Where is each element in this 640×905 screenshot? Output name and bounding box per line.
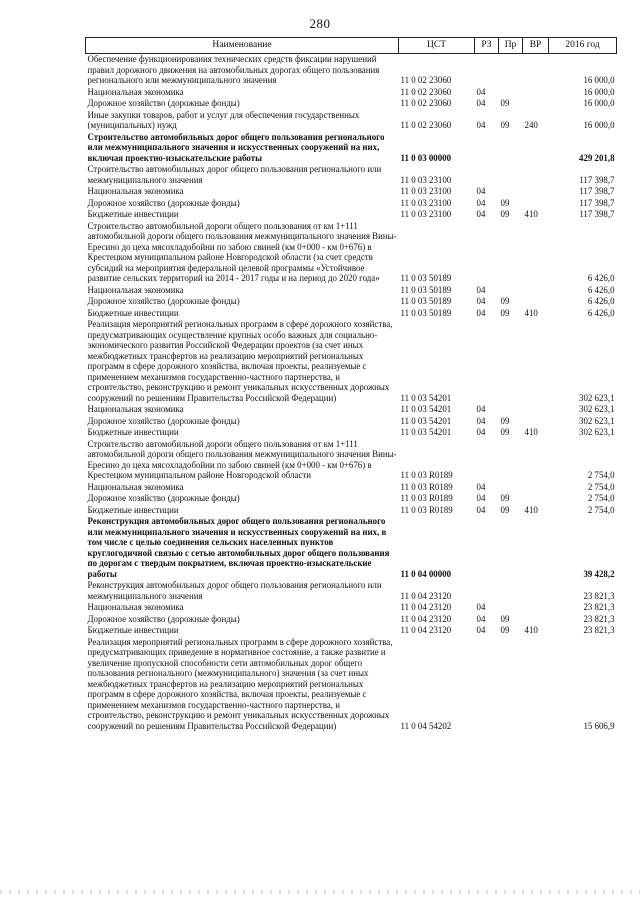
row-vr: [523, 98, 549, 110]
row-pr: [499, 602, 523, 614]
row-rz: 04: [476, 404, 486, 414]
row-pr: 09: [500, 197, 510, 208]
row-csr: 11 0 04 23120: [400, 613, 452, 624]
row-name: Национальная экономика: [87, 602, 184, 612]
row-pr: 09: [500, 613, 510, 624]
row-vr: [523, 637, 549, 733]
row-rz: 04: [476, 307, 486, 318]
row-csr: 11 0 03 R0189: [400, 493, 453, 503]
row-pr: 09: [500, 209, 510, 219]
row-pr: 09: [500, 98, 510, 108]
row-name: Реализация мероприятий региональных программ в сфере дорожного хозяйства, предусматривающих приведение в нормативное состояние, а также развитие и увеличение пропускной способности сети автомобильных дорог общего пользования регионального (межмуниципального) значения (за счет иных межбюджетных трансфертов на реализацию мероприятий региональных программ в сфере дорожного хозяйства, включая проекты, реализуемые с применением механизмов государственно-частного партнерства, и строительство, реконструкцию и ремонт уникальных искусственных дорожных сооружений по решениям Правительства Российской Федерации): [87, 636, 393, 731]
row-name: Дорожное хозяйство (дорожные фонды): [87, 98, 240, 108]
row-pr: [499, 580, 523, 602]
table-row: [86, 110, 617, 132]
row-amount: 302 623,1: [579, 415, 615, 426]
row-amount: 6 426,0: [587, 284, 615, 295]
header-amount: 2016 год: [549, 38, 617, 54]
row-amount: 16 000,0: [583, 75, 615, 85]
row-name: Реконструкция автомобильных дорог общего пользования регионального или межмуниципального значения: [87, 580, 382, 601]
scan-edge-noise: [0, 890, 640, 894]
row-vr: [523, 580, 549, 602]
row-vr: [523, 87, 549, 99]
row-name: Бюджетные инвестиции: [87, 427, 179, 437]
row-rz: [475, 580, 499, 602]
table-row: [86, 209, 617, 221]
row-name: Реконструкция автомобильных дорог общего пользования регионального или межмуниципального значения и искусственных сооружений на них, в том числе с целью соединения сельских населенных пунктов круглогодичной связью с сетью автомобильных дорог общего пользования по дорогам с твердым покрытием, включая проектно-изыскательские работы: [87, 516, 390, 579]
row-vr: 410: [524, 427, 538, 437]
row-name: Национальная экономика: [87, 481, 184, 492]
row-rz: 04: [476, 625, 486, 635]
row-vr: [523, 439, 549, 482]
row-amount: 23 821,3: [583, 602, 615, 612]
row-rz: [475, 132, 499, 165]
table-row: [86, 87, 617, 99]
row-amount: 16 000,0: [583, 98, 615, 108]
row-vr: 410: [524, 625, 538, 635]
row-csr: 11 0 03 50189: [400, 273, 452, 283]
row-vr: [523, 614, 549, 626]
row-pr: 09: [500, 625, 510, 635]
row-rz: 04: [476, 481, 486, 492]
row-amount: 117 398,7: [579, 197, 615, 208]
table-row: [86, 493, 617, 505]
row-amount: 16 000,0: [583, 86, 615, 97]
row-pr: [499, 285, 523, 297]
table-row: [86, 637, 617, 733]
table-row: [86, 54, 617, 87]
row-csr: 11 0 03 54201: [400, 404, 452, 414]
row-csr: 11 0 03 54201: [400, 415, 452, 426]
row-name: Национальная экономика: [87, 186, 184, 196]
row-vr: [523, 602, 549, 614]
row-name: Строительство автомобильной дороги общего пользования от км 1+111 автомобильной дороги общего пользования межмуниципального значения Вины-Ересино до цеха мясохладобойни по забою свиней (км 0+000 - км 0+676) в Крестецком муниципальном районе Новгородской области (за счет средств субсидий на мероприятия федеральной целевой программы «Устойчивое развитие сельских территорий на 2014 - 2017 годы и на период до 2020 года»: [87, 220, 397, 283]
row-csr: 11 0 03 50189: [400, 307, 452, 318]
row-amount: 2 754,0: [587, 470, 615, 480]
header-csr: ЦСТ: [399, 38, 475, 54]
row-name: Дорожное хозяйство (дорожные фонды): [87, 197, 240, 208]
row-rz: 04: [476, 296, 486, 306]
row-pr: [499, 164, 523, 186]
row-vr: [523, 416, 549, 428]
row-amount: 2 754,0: [587, 493, 615, 503]
row-csr: 11 0 03 50189: [400, 284, 452, 295]
row-rz: 04: [476, 493, 486, 503]
row-pr: [499, 186, 523, 198]
header-vr: ВР: [523, 38, 549, 54]
table-row: [86, 285, 617, 297]
row-amount: 15 606,9: [583, 720, 615, 731]
row-name: Бюджетные инвестиции: [87, 625, 179, 635]
row-name: Национальная экономика: [87, 284, 184, 295]
row-csr: 11 0 04 54202: [400, 720, 452, 731]
row-name: Национальная экономика: [87, 404, 184, 414]
row-pr: [499, 516, 523, 580]
page-number: 280: [309, 16, 331, 31]
row-rz: 04: [476, 197, 486, 208]
row-rz: [475, 516, 499, 580]
row-rz: [475, 221, 499, 285]
table-row: [86, 625, 617, 637]
row-name: Обеспечение функционирования технических средств фиксации нарушений правил дорожного движения на автомобильных дорогах общего пользования регионального или межмуниципального значения: [87, 54, 380, 85]
row-name: Дорожное хозяйство (дорожные фонды): [87, 493, 240, 503]
row-vr: 410: [524, 307, 538, 318]
table-header-row: [86, 38, 617, 54]
table-row: [86, 505, 617, 517]
table-row: [86, 319, 617, 404]
row-rz: 04: [476, 98, 486, 108]
row-rz: 04: [476, 415, 486, 426]
row-pr: 09: [500, 296, 510, 306]
row-csr: 11 0 02 23060: [400, 120, 452, 130]
row-pr: [499, 132, 523, 165]
table-row: [86, 427, 617, 439]
row-vr: [523, 186, 549, 198]
row-rz: 04: [476, 284, 486, 295]
row-amount: 6 426,0: [587, 307, 615, 318]
row-vr: [523, 296, 549, 308]
row-amount: 302 623,1: [579, 404, 615, 414]
row-amount: 429 201,8: [579, 152, 615, 163]
row-rz: [475, 319, 499, 404]
row-csr: 11 0 02 23060: [400, 75, 452, 85]
row-csr: 11 0 03 R0189: [400, 481, 453, 492]
row-rz: 04: [476, 86, 486, 97]
table-row: [86, 198, 617, 210]
row-amount: 117 398,7: [579, 209, 615, 219]
header-rz: РЗ: [475, 38, 499, 54]
table-row: [86, 602, 617, 614]
row-csr: 11 0 03 R0189: [400, 504, 453, 515]
row-csr: 11 0 03 54201: [400, 392, 452, 403]
row-vr: 410: [524, 504, 538, 515]
row-csr: 11 0 03 23100: [400, 174, 452, 185]
row-name: Национальная экономика: [87, 86, 184, 97]
table-row: [86, 296, 617, 308]
row-amount: 302 623,1: [579, 427, 615, 437]
row-vr: [523, 482, 549, 494]
row-pr: 09: [500, 307, 510, 318]
row-vr: [523, 285, 549, 297]
row-rz: [475, 439, 499, 482]
row-csr: 11 0 02 23060: [400, 86, 452, 97]
header-pr: Пр: [499, 38, 523, 54]
row-pr: [499, 482, 523, 494]
table-row: [86, 416, 617, 428]
row-pr: [499, 319, 523, 404]
row-name: Строительство автомобильной дороги общего пользования от км 1+111 автомобильной дороги общего пользования межмуниципального значения Вины-Ересино до цеха мясохладобойни по забою свиней (км 0+000 - км 0+676) в Крестецком муниципальном районе Новгородской области: [87, 438, 397, 480]
row-rz: 04: [476, 427, 486, 437]
row-pr: 09: [500, 504, 510, 515]
row-vr: 240: [524, 120, 538, 130]
row-pr: 09: [500, 493, 510, 503]
row-name: Иные закупки товаров, работ и услуг для обеспечения государственных (муниципальных) нужд: [87, 109, 360, 130]
row-amount: 6 426,0: [587, 296, 615, 306]
row-amount: 117 398,7: [579, 174, 615, 185]
row-name: Строительство автомобильных дорог общего пользования регионального или межмуниципального значения: [87, 164, 382, 185]
row-vr: [523, 221, 549, 285]
table-row: [86, 164, 617, 186]
row-amount: 23 821,3: [583, 613, 615, 624]
row-pr: [499, 439, 523, 482]
row-rz: 04: [476, 613, 486, 624]
row-csr: 11 0 03 54201: [400, 427, 452, 437]
row-pr: 09: [500, 427, 510, 437]
row-rz: [475, 164, 499, 186]
row-csr: 11 0 04 00000: [400, 568, 452, 579]
table-row: [86, 98, 617, 110]
row-pr: [499, 87, 523, 99]
row-amount: 302 623,1: [579, 392, 615, 403]
row-pr: [499, 221, 523, 285]
row-vr: [523, 54, 549, 87]
row-csr: 11 0 04 23120: [400, 602, 452, 612]
row-csr: 11 0 03 R0189: [400, 470, 453, 480]
row-amount: 39 428,2: [583, 568, 615, 579]
row-csr: 11 0 03 23100: [400, 197, 452, 208]
table-row: [86, 516, 617, 580]
row-csr: 11 0 03 50189: [400, 296, 452, 306]
row-amount: 117 398,7: [579, 186, 615, 196]
row-vr: [523, 132, 549, 165]
row-name: Строительство автомобильных дорог общего пользования регионального или межмуниципального значения и искусственных сооружений на них, включая проектно-изыскательские работы: [87, 131, 385, 163]
row-vr: [523, 319, 549, 404]
table-row: [86, 221, 617, 285]
row-name: Бюджетные инвестиции: [87, 209, 179, 219]
row-vr: [523, 516, 549, 580]
row-rz: 04: [476, 186, 486, 196]
table-row: [86, 404, 617, 416]
row-name: Дорожное хозяйство (дорожные фонды): [87, 613, 240, 624]
row-rz: 04: [476, 209, 486, 219]
row-pr: [499, 54, 523, 87]
row-rz: 04: [476, 602, 486, 612]
row-vr: [523, 404, 549, 416]
row-csr: 11 0 03 00000: [400, 152, 452, 163]
table-row: [86, 439, 617, 482]
row-rz: [475, 54, 499, 87]
table-row: [86, 186, 617, 198]
row-vr: [523, 198, 549, 210]
row-name: Реализация мероприятий региональных программ в сфере дорожного хозяйства, предусматривающих осуществление крупных особо важных для социально-экономического развития Российской Федерации проектов (за счет иных межбюджетных трансфертов на реализацию мероприятий региональных программ в сфере дорожного хозяйства, включая проекты, реализуемые с применением механизмов государственно-частного партнерства, и строительство, реконструкцию и ремонт уникальных искусственных дорожных сооружений по решениям Правительства Российской Федерации): [87, 319, 393, 403]
row-csr: 11 0 02 23060: [400, 98, 452, 108]
row-amount: 23 821,3: [583, 590, 615, 601]
row-vr: [523, 164, 549, 186]
table-row: [86, 580, 617, 602]
row-amount: 2 754,0: [587, 504, 615, 515]
row-pr: 09: [500, 415, 510, 426]
row-name: Дорожное хозяйство (дорожные фонды): [87, 296, 240, 306]
row-rz: [475, 637, 499, 733]
table-row: [86, 614, 617, 626]
row-pr: 09: [500, 120, 510, 130]
table-row: [86, 308, 617, 320]
row-name: Бюджетные инвестиции: [87, 504, 179, 515]
row-csr: 11 0 03 23100: [400, 186, 452, 196]
row-amount: 16 000,0: [583, 120, 615, 130]
row-rz: 04: [476, 120, 486, 130]
budget-table: [85, 37, 617, 732]
row-pr: [499, 404, 523, 416]
row-amount: 2 754,0: [587, 481, 615, 492]
row-csr: 11 0 03 23100: [400, 209, 452, 219]
header-name: Наименование: [86, 38, 399, 54]
row-amount: 23 821,3: [583, 625, 615, 635]
table-row: [86, 482, 617, 494]
row-vr: 410: [524, 209, 538, 219]
row-name: Бюджетные инвестиции: [87, 307, 179, 318]
row-amount: 6 426,0: [587, 273, 615, 283]
row-rz: 04: [476, 504, 486, 515]
row-csr: 11 0 04 23120: [400, 590, 452, 601]
row-csr: 11 0 04 23120: [400, 625, 452, 635]
row-pr: [499, 637, 523, 733]
row-vr: [523, 493, 549, 505]
table-body: [86, 54, 617, 733]
table-row: [86, 132, 617, 165]
row-name: Дорожное хозяйство (дорожные фонды): [87, 415, 240, 426]
